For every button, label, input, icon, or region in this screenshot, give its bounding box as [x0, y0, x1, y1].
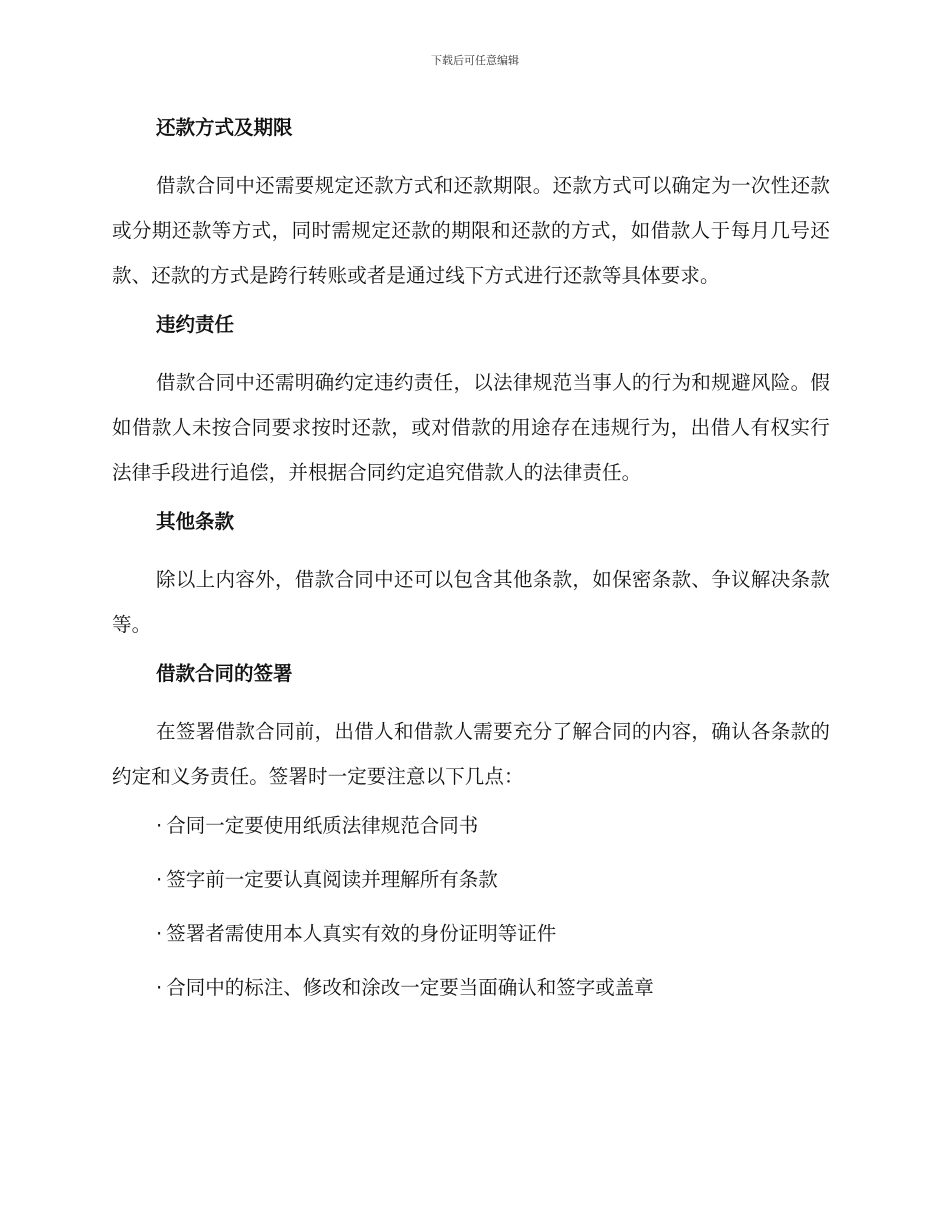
list-item-text: 合同一定要使用纸质法律规范合同书 [166, 814, 479, 837]
section-repayment [112, 110, 830, 298]
section-heading: 其他条款 [156, 510, 235, 533]
bullet-dot-icon: · [156, 922, 163, 945]
bullet-dot-icon: · [156, 814, 163, 837]
section-heading: 还款方式及期限 [156, 116, 293, 139]
list-item [112, 862, 830, 898]
signing-checklist [112, 808, 830, 1006]
section-paragraph: 借款合同中还需要规定还款方式和还款期限。还款方式可以确定为一次性还款或分期还款等方式，同时需规定还款的期限和还款的方式，如借款人于每月几号还款、还款的方式是跨行转账或者是通过线下方式进行还款等具体要求。 [112, 174, 830, 287]
list-item-text: 签字前一定要认真阅读并理解所有条款 [166, 868, 498, 891]
list-item [112, 808, 830, 844]
list-item-text: 签署者需使用本人真实有效的身份证明等证件 [166, 922, 557, 945]
section-paragraph: 在签署借款合同前，出借人和借款人需要充分了解合同的内容，确认各条款的约定和义务责任。签署时一定要注意以下几点： [112, 720, 830, 788]
list-item-text: 合同中的标注、修改和涂改一定要当面确认和签字或盖章 [166, 976, 654, 999]
section-signing [112, 656, 830, 1006]
section-other-terms [112, 504, 830, 647]
section-paragraph: 借款合同中还需明确约定违约责任，以法律规范当事人的行为和规避风险。假如借款人未按合同要求按时还款，或对借款的用途存在违规行为，出借人有权实行法律手段进行追偿，并根据合同约定追究借款人的法律责任。 [112, 371, 830, 484]
section-heading: 借款合同的签署 [156, 662, 293, 685]
bullet-dot-icon: · [156, 976, 163, 999]
header-note: 下载后可任意编辑 [431, 54, 519, 67]
list-item [112, 970, 830, 1006]
document-body [112, 110, 830, 1024]
section-liability [112, 307, 830, 495]
list-item [112, 916, 830, 952]
bullet-dot-icon: · [156, 868, 163, 891]
section-heading: 违约责任 [156, 313, 235, 336]
section-paragraph: 除以上内容外，借款合同中还可以包含其他条款，如保密条款、争议解决条款等。 [112, 568, 830, 636]
